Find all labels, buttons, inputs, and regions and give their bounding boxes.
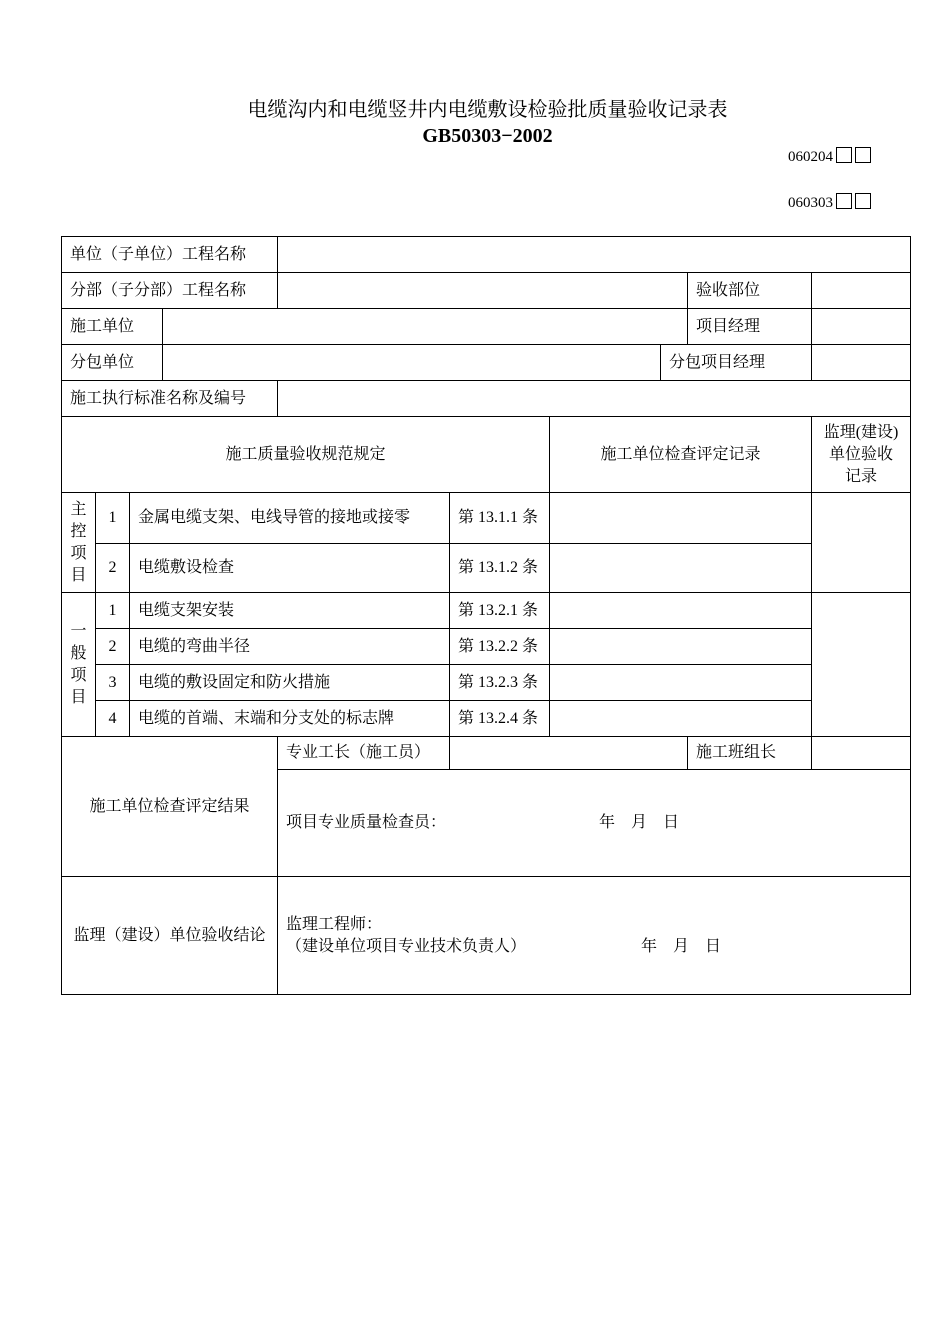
team-leader-value[interactable] [812,737,911,770]
standard-value[interactable] [278,381,911,417]
item-record-cell[interactable] [550,544,812,593]
subcontractor-label: 分包单位 [62,345,163,381]
supervision-conclusion-cell[interactable] [278,877,911,995]
item-number: 2 [96,629,130,665]
conclusion-date: 年 月 日 [641,937,722,955]
item-number: 1 [96,593,130,629]
item-record-cell[interactable] [550,629,812,665]
supervisor-header-line: 监理(建设) [823,423,899,441]
foreman-value[interactable] [450,737,688,770]
item-description: 电缆支架安装 [130,593,450,629]
item-description: 电缆的敷设固定和防火措施 [130,665,450,701]
item-number: 4 [96,701,130,737]
inspector-label: 项目专业质量检查员： [286,814,447,831]
form-code-text: 060204 [788,149,833,165]
label-char: 项 [70,544,87,562]
team-leader-label: 施工班组长 [688,737,812,770]
label-char: 般 [70,644,87,662]
acceptance-part-value[interactable] [812,273,911,309]
form-code-1 [788,147,871,167]
inspection-result-label: 施工单位检查评定结果 [62,737,278,877]
owner-sign-row [286,936,902,958]
form-code-text: 060303 [788,195,833,211]
code-box[interactable] [836,147,852,163]
acceptance-record-table [61,236,911,995]
label-char: 一 [70,622,87,640]
item-record-cell[interactable] [550,593,812,629]
item-clause: 第 13.2.1 条 [450,593,550,629]
unit-project-label: 单位（子单位）工程名称 [62,237,278,273]
inspection-date: 年 月 日 [599,814,680,831]
supervisor-header-line: 单位验收 [829,445,894,463]
label-char: 项 [70,666,87,684]
item-number: 1 [96,493,130,544]
subunit-project-label: 分部（子分部）工程名称 [62,273,278,309]
form-code-2 [788,193,871,213]
owner-label: （建设单位项目专业技术负责人） [286,937,527,955]
item-clause: 第 13.2.3 条 [450,665,550,701]
inspection-result-cell[interactable] [278,770,911,877]
item-record-cell[interactable] [550,665,812,701]
contractor-label: 施工单位 [62,309,163,345]
acceptance-part-label: 验收部位 [688,273,812,309]
item-description: 电缆的弯曲半径 [130,629,450,665]
unit-project-value[interactable] [278,237,911,273]
item-clause: 第 13.1.1 条 [450,493,550,544]
project-manager-value[interactable] [812,309,911,345]
subcontractor-value[interactable] [163,345,661,381]
item-clause: 第 13.2.2 条 [450,629,550,665]
item-description: 电缆的首端、末端和分支处的标志牌 [130,701,450,737]
label-char: 目 [70,566,87,584]
foreman-label: 专业工长（施工员） [278,737,450,770]
item-record-cell[interactable] [550,493,812,544]
item-number: 3 [96,665,130,701]
form-title: 电缆沟内和电缆竖井内电缆敷设检验批质量验收记录表 [247,97,728,121]
item-description: 电缆敷设检查 [130,544,450,593]
supervisor-column-header [812,417,911,493]
label-char: 目 [70,688,87,706]
code-box[interactable] [855,147,871,163]
item-number: 2 [96,544,130,593]
subunit-project-value[interactable] [278,273,688,309]
label-char: 控 [70,522,87,540]
item-clause: 第 13.2.4 条 [450,701,550,737]
supervisor-header-line: 记录 [845,467,878,485]
code-box[interactable] [855,193,871,209]
code-box[interactable] [836,193,852,209]
standard-label: 施工执行标准名称及编号 [62,381,278,417]
engineer-label: 监理工程师： [286,915,383,933]
main-items-supervisor-cell[interactable] [812,493,911,593]
record-column-header: 施工单位检查评定记录 [550,417,812,493]
general-items-supervisor-cell[interactable] [812,593,911,737]
sub-project-manager-label: 分包项目经理 [661,345,812,381]
project-manager-label: 项目经理 [688,309,812,345]
item-record-cell[interactable] [550,701,812,737]
supervision-conclusion-label: 监理（建设）单位验收结论 [62,877,278,995]
item-clause: 第 13.1.2 条 [450,544,550,593]
sub-project-manager-value[interactable] [812,345,911,381]
inspector-sign-row [286,812,902,834]
contractor-value[interactable] [163,309,688,345]
spec-column-header: 施工质量验收规范规定 [62,417,550,493]
standard-code: GB50303−2002 [422,125,553,147]
main-items-label [62,493,96,593]
item-description: 金属电缆支架、电线导管的接地或接零 [130,493,450,544]
general-items-label [62,593,96,737]
label-char: 主 [70,500,87,518]
